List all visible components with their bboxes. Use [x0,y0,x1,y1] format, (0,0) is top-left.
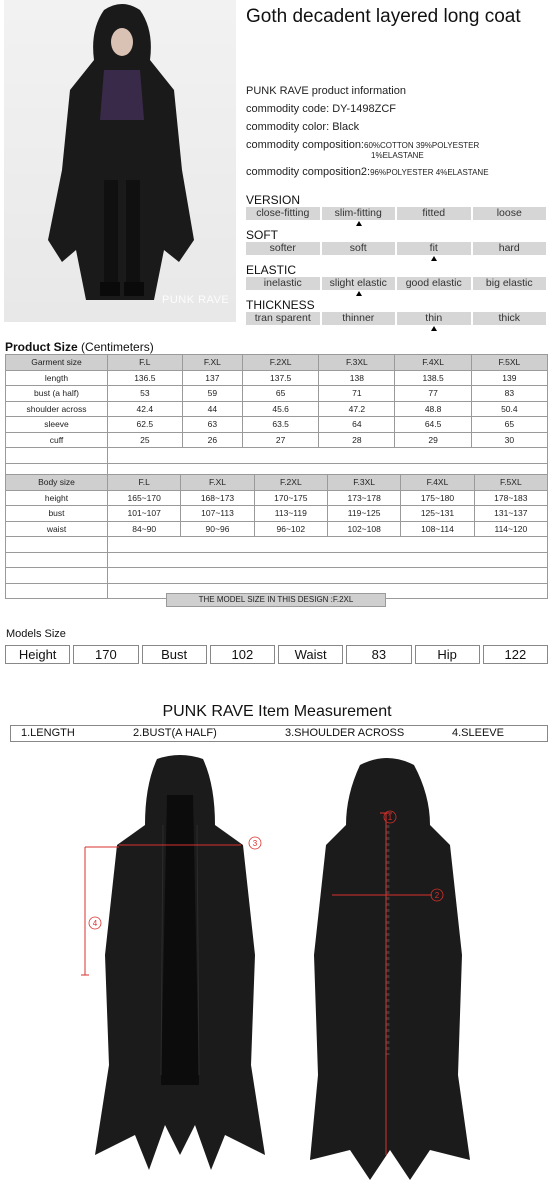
table-cell: 64 [319,417,395,433]
table-cell: 136.5 [108,370,183,386]
attribute-elastic [246,263,546,298]
table-row [6,506,548,522]
attribute-options [246,277,546,290]
table-cell [6,448,108,464]
info-heading: PUNK RAVE product information [246,85,406,97]
table-cell [108,448,548,464]
table-cell: 168~173 [181,490,254,506]
attribute-name: SOFT [246,228,278,242]
table-row [6,490,548,506]
attribute-option: softer [246,242,320,255]
coat-front-svg [75,755,285,1175]
table-cell: 77 [395,386,471,402]
marker-3: 3 [252,839,258,848]
table-cell: 62.5 [108,417,183,433]
models-size-value: 122 [483,645,548,664]
table-cell: height [6,490,108,506]
selected-marker-icon [431,326,437,331]
table-cell: 178~183 [474,490,547,506]
models-size-label: Hip [415,645,480,664]
attribute-options [246,312,546,325]
table-cell: 137 [182,370,242,386]
table-cell: 165~170 [108,490,181,506]
models-size-heading: Models Size [6,628,66,640]
table-cell [6,583,108,599]
table-cell: 42.4 [108,401,183,417]
attribute-option: tran sparent [246,312,320,325]
table-header-cell: F.L [108,355,183,371]
table-cell: 96~102 [254,521,327,537]
models-size-value: 83 [346,645,411,664]
table-header-cell: F.5XL [474,475,547,491]
table-cell: length [6,370,108,386]
table-cell: 59 [182,386,242,402]
table-cell [6,568,108,584]
attribute-option: soft [322,242,396,255]
table-cell: 125~131 [401,506,474,522]
table-header-cell: F.2XL [243,355,319,371]
models-size-label: Height [5,645,70,664]
table-header-cell: F.5XL [471,355,547,371]
table-cell: 170~175 [254,490,327,506]
table-cell: 47.2 [319,401,395,417]
product-info [246,82,551,181]
attribute-option: inelastic [246,277,320,290]
attribute-version [246,193,546,228]
garment-size-table [5,354,548,479]
product-size-title: Product Size [5,340,78,354]
table-row [6,432,548,448]
composition-label: commodity composition: [246,139,364,151]
table-header-cell: F.4XL [395,355,471,371]
table-header-cell: F.XL [182,355,242,371]
attribute-option: big elastic [473,277,547,290]
table-header-row [6,355,548,371]
marker-1: 1 [387,813,393,822]
table-header-row [6,475,548,491]
attribute-option: hard [473,242,547,255]
measurement-item-length: 1.LENGTH [21,727,75,739]
commodity-color: commodity color: Black [246,121,360,133]
table-row [6,386,548,402]
attribute-option: loose [473,207,547,220]
table-header-cell: Garment size [6,355,108,371]
attribute-soft [246,228,546,263]
table-cell: 108~114 [401,521,474,537]
model-illustration [4,0,236,322]
marker-2: 2 [434,891,440,900]
table-cell: 114~120 [474,521,547,537]
measurement-legend [10,725,548,742]
commodity-code: commodity code: DY-1498ZCF [246,103,396,115]
table-cell: 71 [319,386,395,402]
attribute-name: THICKNESS [246,298,315,312]
table-empty-row [6,552,548,568]
table-cell: 29 [395,432,471,448]
attribute-option: fit [397,242,471,255]
marker-4: 4 [92,919,98,928]
table-cell: 28 [319,432,395,448]
table-cell: 48.8 [395,401,471,417]
table-cell: 84~90 [108,521,181,537]
table-cell [108,568,548,584]
models-size-value: 170 [73,645,138,664]
attribute-thickness [246,298,546,333]
table-cell [6,552,108,568]
table-cell: 138.5 [395,370,471,386]
attribute-option: fitted [397,207,471,220]
table-header-cell: F.3XL [327,475,400,491]
model-size-note: THE MODEL SIZE IN THIS DESIGN :F.2XL [166,593,386,607]
table-cell: shoulder across [6,401,108,417]
table-cell: waist [6,521,108,537]
table-row [6,521,548,537]
table-cell: 139 [471,370,547,386]
watermark-text: PUNK RAVE [162,294,230,306]
models-size-label: Waist [278,645,343,664]
attribute-option: thinner [322,312,396,325]
attribute-options [246,207,546,220]
table-cell: 53 [108,386,183,402]
table-cell: 63.5 [243,417,319,433]
product-size-heading [5,340,154,354]
models-size-row [5,645,548,664]
measurement-item-bust: 2.BUST(A HALF) [133,727,217,739]
attribute-option: good elastic [397,277,471,290]
table-cell: 65 [471,417,547,433]
table-header-cell: F.4XL [401,475,474,491]
measurement-item-sleeve: 4.SLEEVE [452,727,504,739]
attribute-name: VERSION [246,193,301,207]
attribute-option: slim-fitting [322,207,396,220]
table-cell: 30 [471,432,547,448]
table-row [6,401,548,417]
table-cell: 101~107 [108,506,181,522]
coat-front-diagram [75,755,285,1175]
table-row [6,417,548,433]
table-cell: 138 [319,370,395,386]
table-cell: 27 [243,432,319,448]
coat-back-diagram [300,755,475,1180]
selected-marker-icon [356,221,362,226]
table-cell: 107~113 [181,506,254,522]
table-cell: bust [6,506,108,522]
product-size-unit: (Centimeters) [81,340,154,354]
table-header-cell: F.3XL [319,355,395,371]
table-cell: sleeve [6,417,108,433]
table-header-cell: Body size [6,475,108,491]
table-cell: 137.5 [243,370,319,386]
table-empty-row [6,537,548,553]
attribute-name: ELASTIC [246,263,297,277]
coat-back-svg [300,755,475,1180]
table-cell [108,537,548,553]
table-cell: 131~137 [474,506,547,522]
measurement-title: PUNK RAVE Item Measurement [162,703,392,720]
table-empty-row [6,568,548,584]
composition-value: 60%COTTON 39%POLYESTER [364,141,480,150]
attribute-option: close-fitting [246,207,320,220]
attribute-option: slight elastic [322,277,396,290]
table-header-cell: F.2XL [254,475,327,491]
table-cell: 113~119 [254,506,327,522]
measurement-item-shoulder: 3.SHOULDER ACROSS [285,727,405,739]
table-cell: 63 [182,417,242,433]
table-cell: 26 [182,432,242,448]
selected-marker-icon [431,256,437,261]
composition2-value: 96%POLYESTER 4%ELASTANE [370,168,489,177]
table-cell: 173~178 [327,490,400,506]
table-cell: 83 [471,386,547,402]
table-header-cell: F.XL [181,475,254,491]
table-cell: 45.6 [243,401,319,417]
table-cell: 102~108 [327,521,400,537]
table-cell [108,552,548,568]
table-cell: bust (a half) [6,386,108,402]
commodity-composition2 [246,163,551,181]
table-cell: cuff [6,432,108,448]
table-header-cell: F.L [108,475,181,491]
attribute-options [246,242,546,255]
table-cell: 25 [108,432,183,448]
body-size-table [5,474,548,599]
composition-extra: 1%ELASTANE [371,151,424,160]
selected-marker-icon [356,291,362,296]
table-cell: 119~125 [327,506,400,522]
table-row [6,370,548,386]
table-cell: 50.4 [471,401,547,417]
model-photo [4,0,236,322]
table-cell [6,537,108,553]
attribute-option: thin [397,312,471,325]
attribute-scales [246,193,546,333]
table-cell: 65 [243,386,319,402]
composition2-label: commodity composition2: [246,166,371,178]
table-cell: 90~96 [181,521,254,537]
product-title: Goth decadent layered long coat [246,6,521,27]
table-cell: 64.5 [395,417,471,433]
models-size-value: 102 [210,645,275,664]
table-empty-row [6,448,548,464]
table-cell: 44 [182,401,242,417]
table-cell: 175~180 [401,490,474,506]
models-size-label: Bust [142,645,207,664]
attribute-option: thick [473,312,547,325]
